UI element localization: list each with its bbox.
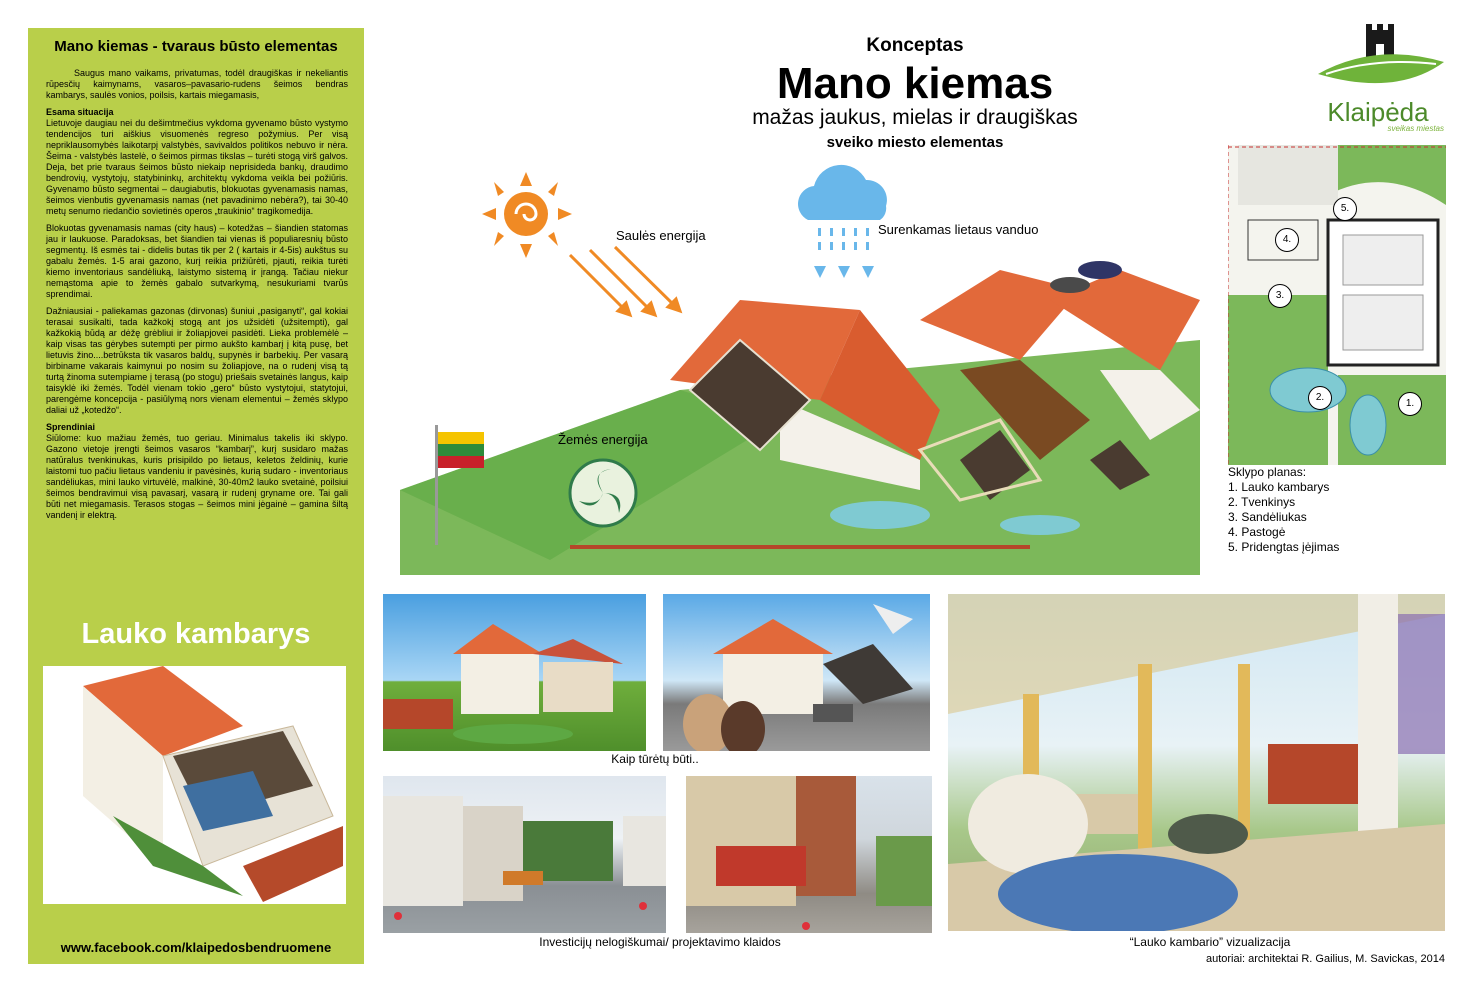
- plan-marker-2: 2.: [1308, 386, 1332, 410]
- photo-lauko-kambario-vizualizacija: [948, 594, 1445, 931]
- legend-item: 3. Sandėliukas: [1228, 510, 1307, 524]
- section-text: Siūlome: kuo mažiau žemės, tuo geriau. Minimalus takelis iki sklypo. Gazono vietoje įrengti šeimos vasaros “kambarį”, kurį susidaro mažas natūralus tvenkinukas, kuris prisipildo po lietaus, keletos želdinių, kurie laistomi tuo pačiu lietaus vandeniu ir pavėsinės, kurią sudaro - inventoriaus sandėliukas, mini lauko virtuvėlė, malkinė, 30-40m2 lauko svetainė, poilsiui šeimos bendravimui visą pavasarį, vasarą ir rudenį gryname ore. Tai gali būti net miegamasis. Terasos stogas – šeimos mini jėgainė – gamina šiltą vandenį ir elektrą.: [46, 433, 348, 520]
- rain-label: Surenkamas lietaus vanduo: [878, 222, 1039, 237]
- kicker: Konceptas: [866, 35, 964, 56]
- section-text: Dažniausiai - paliekamas gazonas (dirvonas) šuniui „pasiganyti“, gal kokiai terasai susikalti, tada kažkokį stogą ant jos užsidėti (užsitempti), gal kažkokią būdą ar dėžę grėbliui ir žoliapjovei pasidėti. Lieka problemėlė –kaip visas tas gėrybes sutempti per pirmo aukšto kambarį į kitą pusę, bet lietuvis žino....betrūksta tik vasaros baldų, supynės ir barbekių. Per vasarą birbiname vakarais kaimynui po nosim su žoliapjove, na o rudenį visą tą turtą žinoma sutempiame į terasą (po stogu) priešais svetainės langus, kaip taisyklė iki žemės. Todėl vienam tokio „gero“ būsto vystytojui, statytojui, parengėme koncepcija - pasiūlymą nors vienam elementui – žemės sklypo daliai už „kotedžo“.: [46, 306, 348, 415]
- section-title-esama: Esama situacija: [46, 107, 114, 117]
- plan-marker-3: 3.: [1268, 284, 1292, 308]
- legend-item: 4. Pastogė: [1228, 525, 1286, 539]
- logo-slogan: sveikas miestas: [1387, 124, 1444, 133]
- section-text: Lietuvoje daugiau nei du dešimtmečius vykdoma gyvenamo būsto vystymo tendencijos turi aiškius visuomenės regreso požymius. Per visą nepriklausomybės laikotarpį valstybės, savivaldos politikos nebuvo ir nėra. Šeima - valstybės lastelė, o šeimos pirmas tikslas – turėti stogą virš galvos. Deja, bet prie tvaraus šeimos būsto niekaip neprisideda bankų, draudimo bendrovių, vystytojų, statybininkų, architektų vykdoma veikla bei požiūris. Gyvenamo būsto segmentai – daugiabutis, blokuotas gyvenamasis namas, šeimos vienbutis gyvenamasis namas (net pavadinimo nebėra?), tai 30-40 metų senumo riedančio sovietinės operos „traukinio“ tragikomedija.: [46, 118, 348, 216]
- legend-item: 1. Lauko kambarys: [1228, 480, 1330, 494]
- section-title-sprendiniai: Sprendiniai: [46, 422, 96, 432]
- lauko-kambarys-illustration: [43, 666, 346, 904]
- legend-title: Sklypo planas:: [1228, 465, 1307, 479]
- plan-marker-4: 4.: [1275, 228, 1299, 252]
- panel-title: Mano kiemas - tvaraus būsto elementas: [54, 38, 338, 55]
- legend-item: 2. Tvenkinys: [1228, 495, 1296, 509]
- intro-text: Saugus mano vaikams, privatumas, todėl draugiškas ir nekeliantis rūpesčių kaimynams, vasaros–pavasario-rudens šeimos bendras kambarys, saulės vonios, poilsis, kartais miegamasis,: [46, 68, 348, 100]
- left-info-panel: [28, 28, 364, 964]
- earth-energy-icon: [568, 458, 638, 528]
- page-title: Mano kiemas: [776, 59, 1054, 108]
- section-text: Blokuotas gyvenamasis namas (city haus) – kotedžas – šiandien statomas jau ir laukuose. Paradoksas, bet šiandien tai vienas iš populiaresnių būsto segmentų. Iš esmės tai - didelis butas tik per 2 ( kartais ir 4-5is) aukštus su gabalu žemės. 1-5 arai gazono, kurį reikia prižiūrėti, pjauti, reikia turėti kiemo inventoriaus sandėliuką, laistymo sistemą ir įrangą. Tačiau niekur nemąstoma apie to žemės gabalo sutvarkymą, nesukuriami tvarūs sprendimai.: [46, 223, 348, 299]
- credits: autoriai: architektai R. Gailius, M. Savickas, 2014: [1205, 953, 1445, 965]
- caption-vizualizacija: “Lauko kambario” vizualizacija: [1129, 935, 1291, 949]
- logo-name: Klaipėda: [1327, 97, 1429, 127]
- legend-item: 5. Pridengtas įėjimas: [1228, 540, 1340, 554]
- sun-rays-arrows: [560, 245, 690, 325]
- panel-body: [46, 68, 348, 527]
- klaipeda-logo: [1316, 22, 1446, 102]
- sun-energy-label: Saulės energija: [616, 228, 706, 243]
- site-plan-legend: [1228, 465, 1408, 555]
- tagline: sveiko miesto elementas: [826, 134, 1004, 151]
- lauko-kambarys-heading: Lauko kambarys: [81, 618, 311, 650]
- photo-house-render-1: [383, 594, 646, 751]
- photo-house-render-2: [663, 594, 930, 751]
- caption-investiciju: Investicijų nelogiškumai/ projektavimo klaidos: [539, 935, 781, 949]
- plan-marker-1: 1.: [1398, 392, 1422, 416]
- facebook-link[interactable]: www.facebook.com/klaipedosbendruomene: [60, 940, 332, 955]
- photo-real-estate-2: [686, 776, 932, 933]
- photo-real-estate-1: [383, 776, 666, 933]
- earth-energy-label: Žemės energija: [558, 432, 648, 447]
- site-plan: [1228, 145, 1446, 465]
- subtitle: mažas jaukus, mielas ir draugiškas: [752, 106, 1078, 129]
- plan-marker-5: 5.: [1333, 197, 1357, 221]
- caption-kaip-turetu-buti: Kaip tūrėtų būti..: [611, 752, 699, 766]
